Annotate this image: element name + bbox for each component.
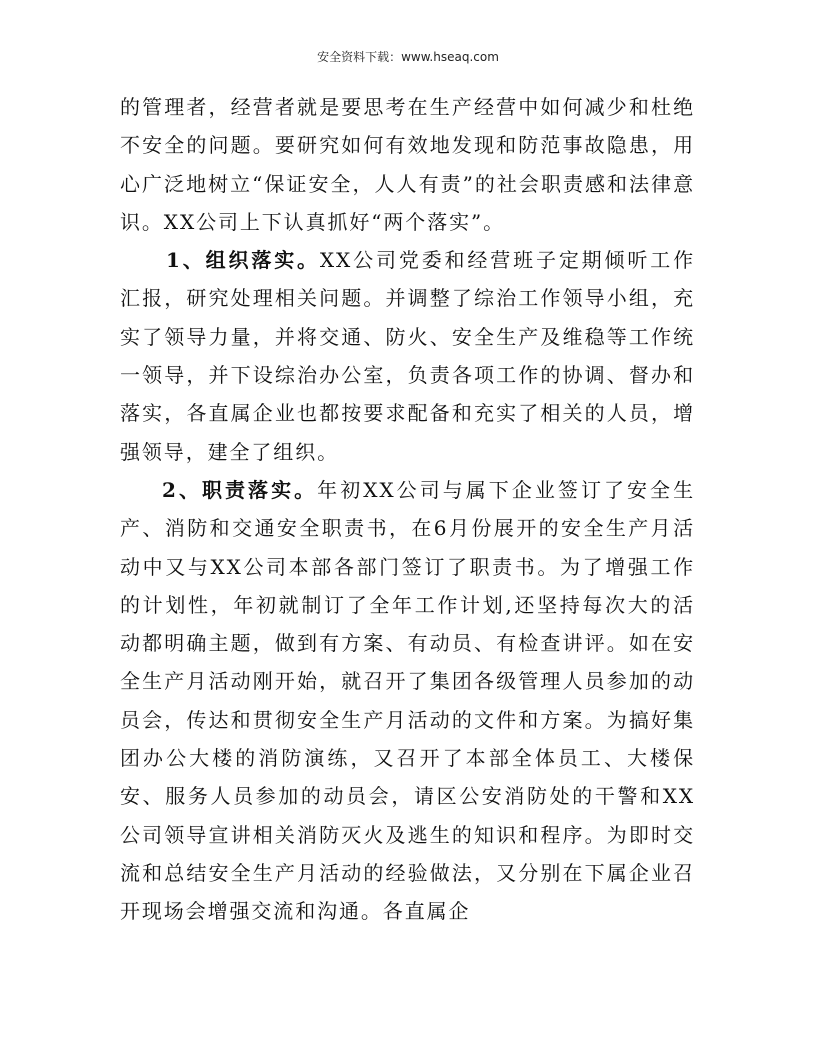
header-text: 安全资料下载：www.hseaq.com: [317, 50, 499, 64]
document-body: [120, 88, 695, 931]
paragraph-intro: [120, 88, 695, 241]
paragraph-responsibility-text: 年初XX公司与属下企业签订了安全生产、消防和交通安全职责书，在6月份展开的安全生产月活动中又与XX公司本部各部门签订了职责书。为了增强工作的计划性，年初就制订了全年工作计划,还坚持每次大的活动都明确主题，做到有方案、有动员、有检查讲评。如在安全生产月活动刚开始，就召开了集团各级管理人员参加的动员会，传达和贯彻安全生产月活动的文件和方案。为搞好集团办公大楼的消防演练，又召开了本部全体员工、大楼保安、服务人员参加的动员会，请区公安消防处的干警和XX公司领导宣讲相关消防灭火及逃生的知识和程序。为即时交流和总结安全生产月活动的经验做法，又分别在下属企业召开现场会增强交流和沟通。各直属企: [120, 477, 695, 924]
paragraph-organization: [120, 241, 695, 471]
paragraph-responsibility: [120, 471, 695, 931]
paragraph-responsibility-heading: 2、职责落实。: [162, 477, 318, 502]
paragraph-intro-text: 的管理者，经营者就是要思考在生产经营中如何减少和杜绝不安全的问题。要研究如何有效地发现和防范事故隐患，用心广泛地树立“保证安全，人人有责”的社会职责感和法律意识。XX公司上下认真抓好“两个落实”。: [120, 95, 695, 234]
paragraph-organization-text: XX公司党委和经营班子定期倾听工作汇报，研究处理相关问题。并调整了综治工作领导小组，充实了领导力量，并将交通、防火、安全生产及维稳等工作统一领导，并下设综治办公室，负责各项工作的协调、督办和落实，各直属企业也都按要求配备和充实了相关的人员，增强领导，建全了组织。: [120, 248, 696, 464]
paragraph-organization-heading: 1、组织落实。: [166, 248, 320, 273]
page-header: [0, 49, 816, 65]
